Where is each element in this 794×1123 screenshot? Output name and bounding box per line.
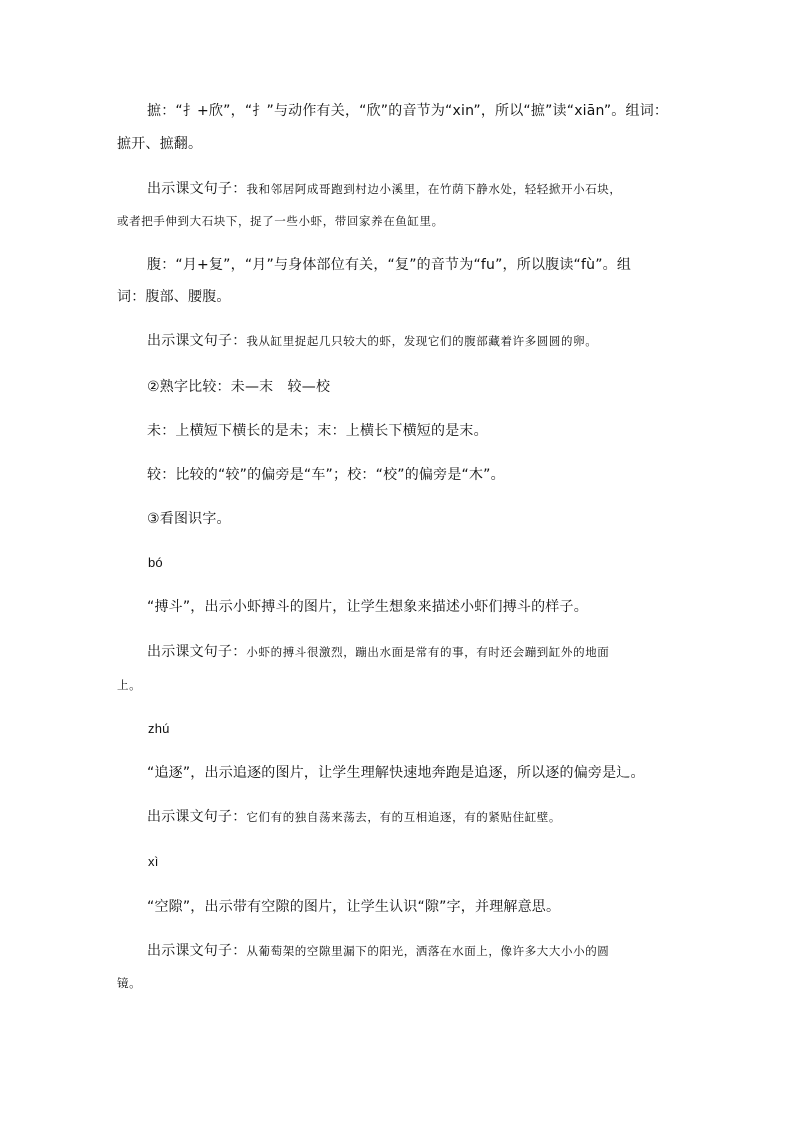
quote-sentence-2 bbox=[147, 332, 597, 350]
quote-label: 出示课文句子： bbox=[147, 644, 247, 660]
quote-label: 出示课文句子： bbox=[147, 943, 247, 959]
paragraph-fu-line1: 腹：“月+复”，“月”与身体部位有关，“复”的音节为“fu”，所以腹读“fù”。组 bbox=[147, 257, 632, 273]
quote-text: 我从缸里捉起几只较大的虾，发现它们的腹部藏着许多圆圆的卵。 bbox=[246, 334, 598, 348]
quote-label: 出示课文句子： bbox=[147, 809, 247, 825]
pinyin-zhu: zhú bbox=[148, 721, 170, 736]
quote-sentence-1-line1 bbox=[147, 180, 622, 198]
paragraph-xian-line1: 摭：“扌+欣”，“扌”与动作有关，“欣”的音节为“xin”，所以“摭”读“xiān”。组词： bbox=[147, 103, 669, 119]
quote-text: 我和邻居阿成哥跑到村边小溪里，在竹荫下静水处，轻轻掀开小石块， bbox=[246, 182, 622, 196]
quote-sentence-1-line2: 或者把手伸到大石块下，捉了一些小虾，带回家养在鱼缸里。 bbox=[117, 214, 444, 228]
quote-sentence-5-line1 bbox=[147, 942, 609, 960]
paragraph-bodou: “搏斗”，出示小虾搏斗的图片，让学生想象来描述小虾们搏斗的样子。 bbox=[147, 599, 588, 615]
quote-sentence-5-line2: 镜。 bbox=[117, 976, 142, 990]
word-compare-heading: ②熟字比较：未—末 较—校 bbox=[147, 379, 331, 395]
pinyin-bo: bó bbox=[148, 555, 163, 570]
paragraph-xian-line2: 摭开、摭翻。 bbox=[117, 136, 203, 152]
paragraph-zhuizhu: “追逐”，出示追逐的图片，让学生理解快速地奔跑是追逐，所以逐的偏旁是辶。 bbox=[147, 765, 645, 781]
quote-text: 它们有的独自荡来荡去，有的互相追逐，有的紧贴住缸壁。 bbox=[246, 810, 562, 824]
quote-sentence-3-line1 bbox=[147, 643, 609, 661]
quote-sentence-3-line2: 上。 bbox=[117, 678, 142, 692]
pinyin-xi: xì bbox=[148, 854, 159, 869]
compare-wei-mo: 未：上横短下横长的是未；末：上横长下横短的是末。 bbox=[147, 423, 488, 439]
quote-text: 从葡萄架的空隙里漏下的阳光，洒落在水面上，像许多大大小小的圆 bbox=[246, 944, 610, 958]
picture-recognition-heading: ③看图识字。 bbox=[147, 511, 231, 527]
compare-jiao-xiao: 较：比较的“较”的偏旁是“车”；校：“校”的偏旁是“木”。 bbox=[147, 467, 505, 483]
quote-label: 出示课文句子： bbox=[147, 181, 247, 197]
quote-text: 小虾的搏斗很激烈，蹦出水面是常有的事，有时还会蹦到缸外的地面 bbox=[246, 645, 610, 659]
paragraph-fu-line2: 词：腹部、腰腹。 bbox=[117, 289, 231, 305]
quote-sentence-4 bbox=[147, 808, 561, 826]
quote-label: 出示课文句子： bbox=[147, 333, 247, 349]
paragraph-kongxi: “空隙”，出示带有空隙的图片，让学生认识“隙”字，并理解意思。 bbox=[147, 899, 561, 915]
